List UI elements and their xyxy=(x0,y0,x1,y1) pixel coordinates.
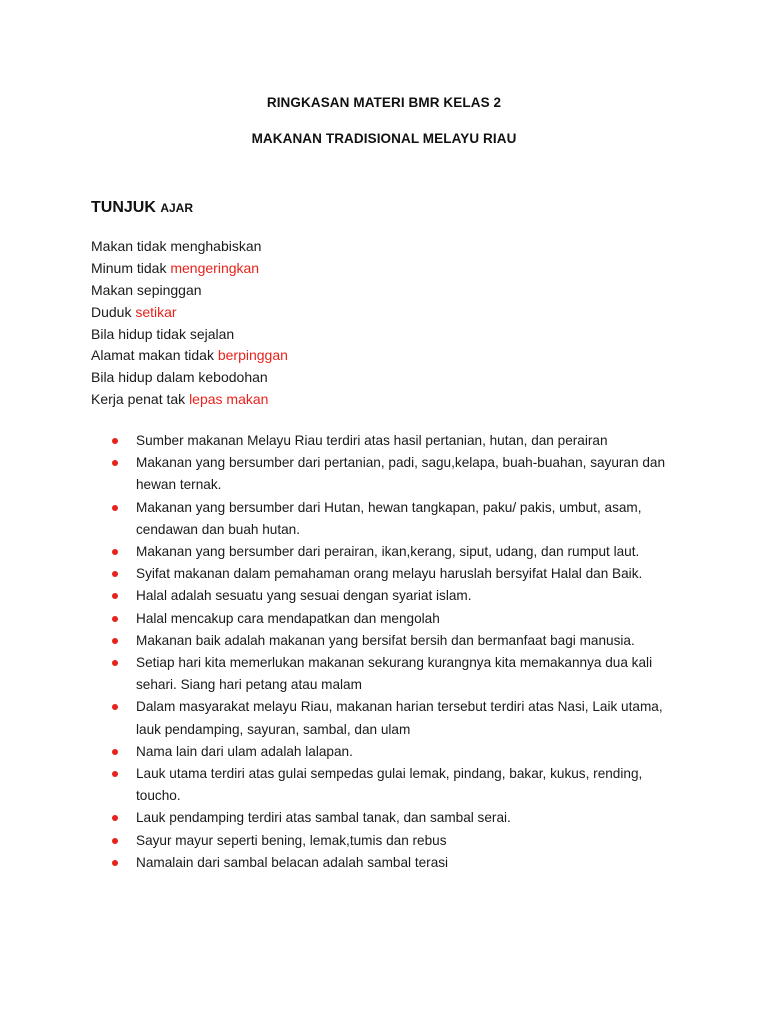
bullet-dot-icon xyxy=(112,438,118,444)
document-title: RINGKASAN MATERI BMR KELAS 2 xyxy=(266,95,502,110)
list-item: Setiap hari kita memerlukan makanan sekurang kurangnya kita memakannya dua kali sehari. Siang hari petang atau malam xyxy=(91,652,681,696)
section-heading-sub: AJAR xyxy=(160,201,194,215)
poem-line: Makan tidak menghabiskan xyxy=(91,238,262,254)
list-item: Sayur mayur seperti bening, lemak,tumis dan rebus xyxy=(91,830,681,852)
poem-line: Bila hidup tidak sejalan xyxy=(91,325,235,342)
list-item: Namalain dari sambal belacan adalah sambal terasi xyxy=(91,852,681,874)
poem-line: Kerja penat tak lepas makan xyxy=(91,391,269,408)
bullet-dot-icon xyxy=(112,860,118,866)
section-heading-main: TUNJUK xyxy=(91,199,156,216)
poem-line: Makan sepinggan xyxy=(91,281,202,298)
list-item: Sumber makanan Melayu Riau terdiri atas hasil pertanian, hutan, dan perairan xyxy=(91,430,681,452)
poem-line: Duduk setikar xyxy=(91,303,177,320)
bullet-dot-icon xyxy=(112,660,118,666)
list-item: Syifat makanan dalam pemahaman orang melayu haruslah bersyifat Halal dan Baik. xyxy=(91,563,681,585)
bullet-dot-icon xyxy=(112,460,118,466)
bullet-dot-icon xyxy=(112,616,118,622)
poem-line: Bila hidup dalam kebodohan xyxy=(91,369,268,386)
poem-lines xyxy=(91,236,288,411)
list-item: Lauk utama terdiri atas gulai sempedas gulai lemak, pindang, bakar, kukus, rending, toucho. xyxy=(91,763,681,807)
list-item: Makanan yang bersumber dari Hutan, hewan tangkapan, paku/ pakis, umbut, asam, cendawan dan buah hutan. xyxy=(91,497,681,541)
list-item: Nama lain dari ulam adalah lalapan. xyxy=(91,741,681,763)
section-heading xyxy=(91,199,193,217)
bullet-dot-icon xyxy=(112,638,118,644)
list-item: Dalam masyarakat melayu Riau, makanan harian tersebut terdiri atas Nasi, Laik utama, lauk pendamping, sayuran, sambal, dan ulam xyxy=(91,696,681,740)
list-item: Lauk pendamping terdiri atas sambal tanak, dan sambal serai. xyxy=(91,807,681,829)
poem-line: Minum tidak mengeringkan xyxy=(91,259,260,276)
bullet-dot-icon xyxy=(112,571,118,577)
bullet-dot-icon xyxy=(112,838,118,844)
bullet-list xyxy=(91,430,681,874)
bullet-dot-icon xyxy=(112,505,118,511)
bullet-dot-icon xyxy=(112,749,118,755)
bullet-dot-icon xyxy=(112,771,118,777)
bullet-dot-icon xyxy=(112,704,118,710)
bullet-dot-icon xyxy=(112,815,118,821)
list-item: Halal mencakup cara mendapatkan dan mengolah xyxy=(91,608,681,630)
bullet-dot-icon xyxy=(112,549,118,555)
list-item: Makanan yang bersumber dari perairan, ikan,kerang, siput, udang, dan rumput laut. xyxy=(91,541,681,563)
poem-line: Alamat makan tidak berpinggan xyxy=(91,347,288,364)
list-item: Makanan baik adalah makanan yang bersifat bersih dan bermanfaat bagi manusia. xyxy=(91,630,681,652)
list-item: Makanan yang bersumber dari pertanian, padi, sagu,kelapa, buah-buahan, sayuran dan hewan ternak. xyxy=(91,452,681,496)
bullet-dot-icon xyxy=(112,593,118,599)
list-item: Halal adalah sesuatu yang sesuai dengan syariat islam. xyxy=(91,585,681,607)
document-subtitle: MAKANAN TRADISIONAL MELAYU RIAU xyxy=(251,131,517,146)
